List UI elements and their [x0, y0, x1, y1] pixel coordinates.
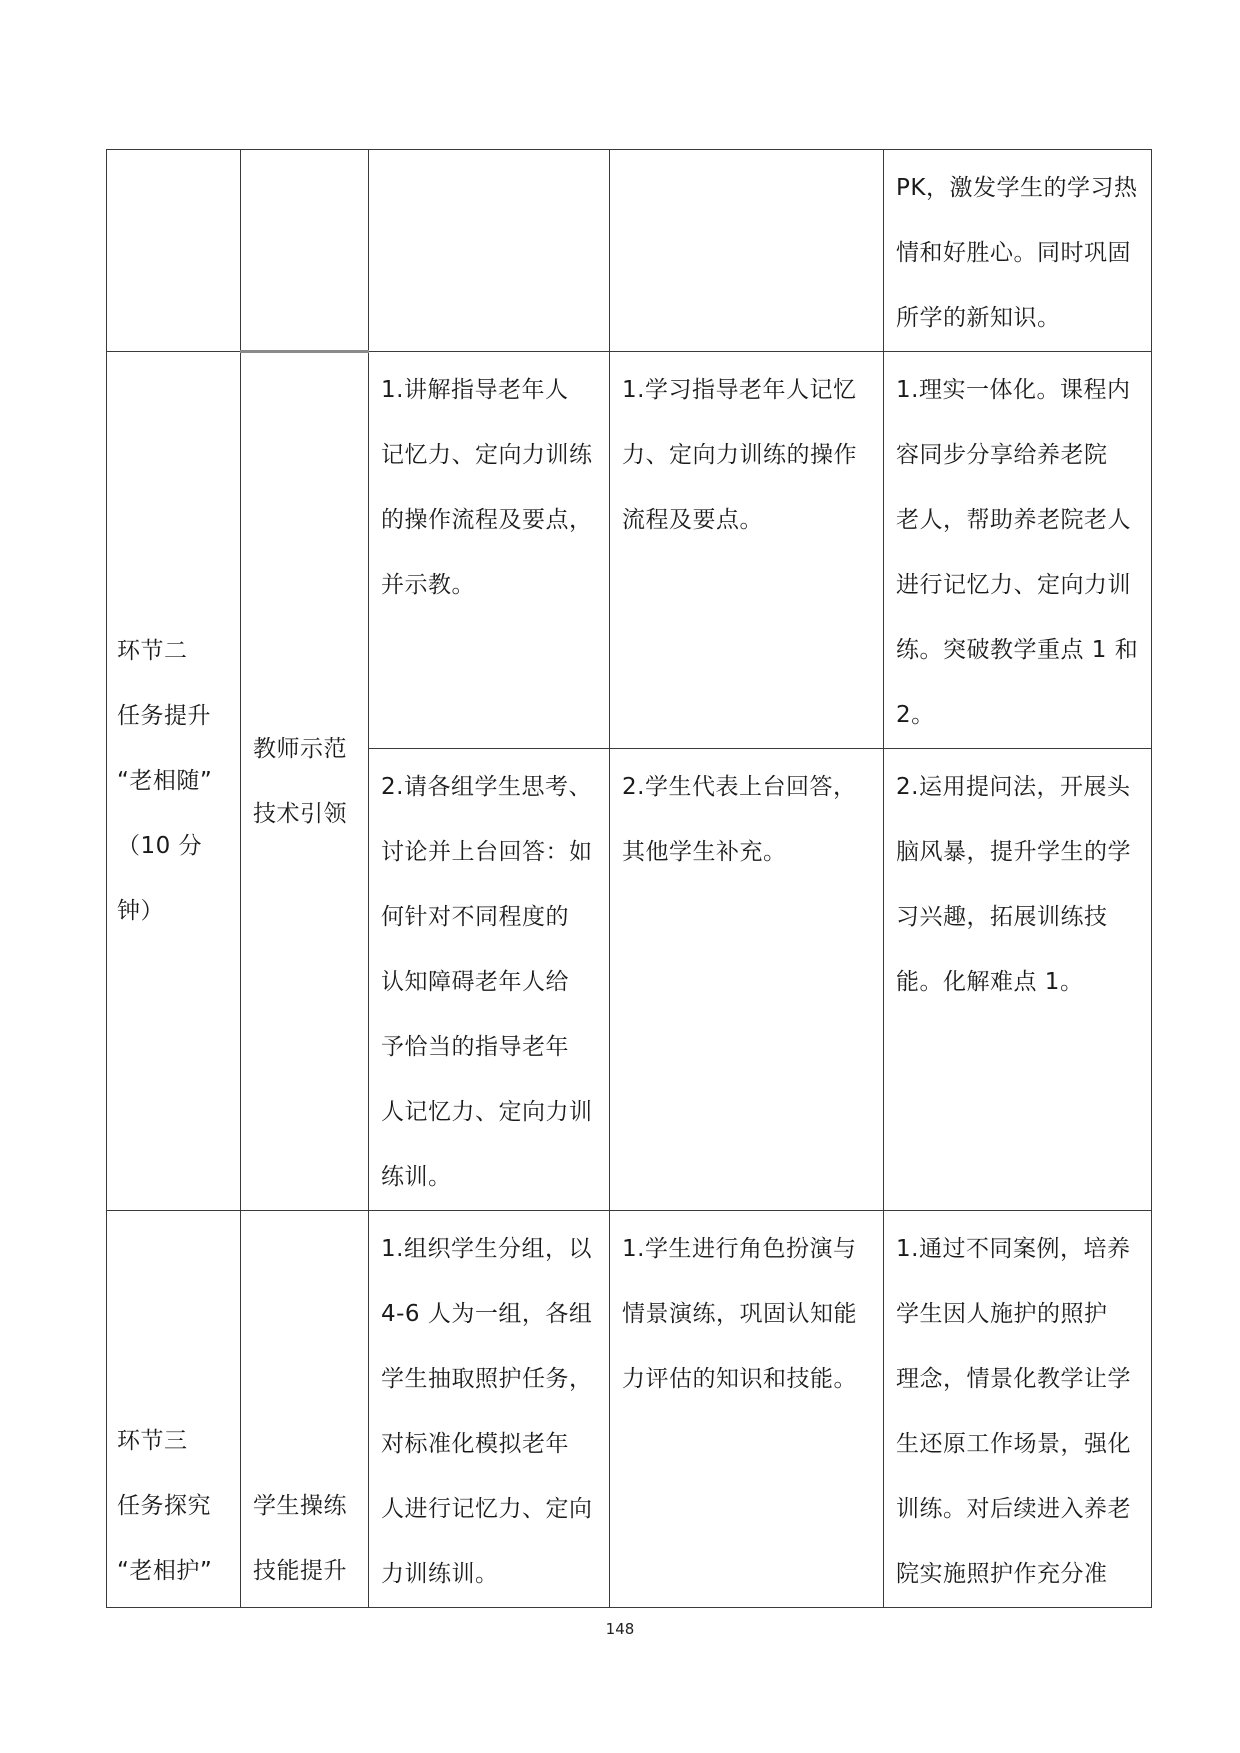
method-cell: [241, 352, 369, 1211]
teacher-activity-cell: [369, 1211, 610, 1608]
student-activity-text: 2.学生代表上台回答， 其他学生补充。: [622, 774, 857, 865]
table-row: [107, 150, 1152, 352]
method-label: 教师示范 技术引领: [253, 735, 347, 827]
design-intent-cell: [884, 749, 1152, 1211]
student-activity-cell: [610, 352, 884, 749]
page-number: 148: [605, 1620, 635, 1638]
design-intent-text: 2.运用提问法，开展头 脑风暴，提升学生的学 习兴趣，拓展训练技 能。化解难点 1。: [896, 774, 1131, 995]
design-intent-cell: [884, 1211, 1152, 1608]
student-activity-cell: [610, 749, 884, 1211]
design-intent-cell: [884, 150, 1152, 352]
teacher-activity-cell: [369, 352, 610, 749]
design-intent-text: 1.理实一体化。课程内 容同步分享给养老院 老人，帮助养老院老人 进行记忆力、定向力训 练。突破教学重点 1 和 2。: [896, 377, 1139, 728]
section-label: 环节二 任务提升 “老相随” （10 分 钟）: [117, 637, 213, 924]
student-activity-cell: [610, 1211, 884, 1608]
section-cell: [107, 352, 241, 1211]
teacher-activity-text: 2.请各组学生思考、 讨论并上台回答：如 何针对不同程度的 认知障碍老年人给 予恰当的指导老年 人记忆力、定向力训 练训。: [381, 774, 593, 1190]
section-cell: [107, 1211, 241, 1608]
design-intent-cell: [884, 352, 1152, 749]
method-label: 学生操练 技能提升: [253, 1493, 347, 1584]
lesson-plan-table: [106, 149, 1152, 1608]
teacher-activity-text: 1.组织学生分组，以 4-6 人为一组，各组 学生抽取照护任务， 对标准化模拟老年 人进行记忆力、定向 力训练训。: [381, 1236, 593, 1587]
design-intent-text: 1.通过不同案例，培养 学生因人施护的照护 理念，情景化教学让学 生还原工作场景，强化 训练。对后续进入养老 院实施照护作充分准: [896, 1236, 1131, 1587]
student-activity-text: 1.学习指导老年人记忆 力、定向力训练的操作 流程及要点。: [622, 377, 857, 533]
teacher-activity-cell: [369, 150, 610, 352]
table-row: [107, 352, 1152, 749]
design-intent-text: PK，激发学生的学习热 情和好胜心。同时巩固 所学的新知识。: [896, 175, 1138, 331]
teacher-activity-text: 1.讲解指导老年人 记忆力、定向力训练 的操作流程及要点， 并示教。: [381, 377, 593, 598]
method-cell: [241, 1211, 369, 1608]
student-activity-cell: [610, 150, 884, 352]
section-label: 环节三 任务探究 “老相护”: [117, 1428, 213, 1584]
student-activity-text: 1.学生进行角色扮演与 情景演练，巩固认知能 力评估的知识和技能。: [622, 1236, 857, 1392]
table-row: [107, 1211, 1152, 1608]
method-cell: [241, 150, 369, 352]
teacher-activity-cell: [369, 749, 610, 1211]
section-cell: [107, 150, 241, 352]
